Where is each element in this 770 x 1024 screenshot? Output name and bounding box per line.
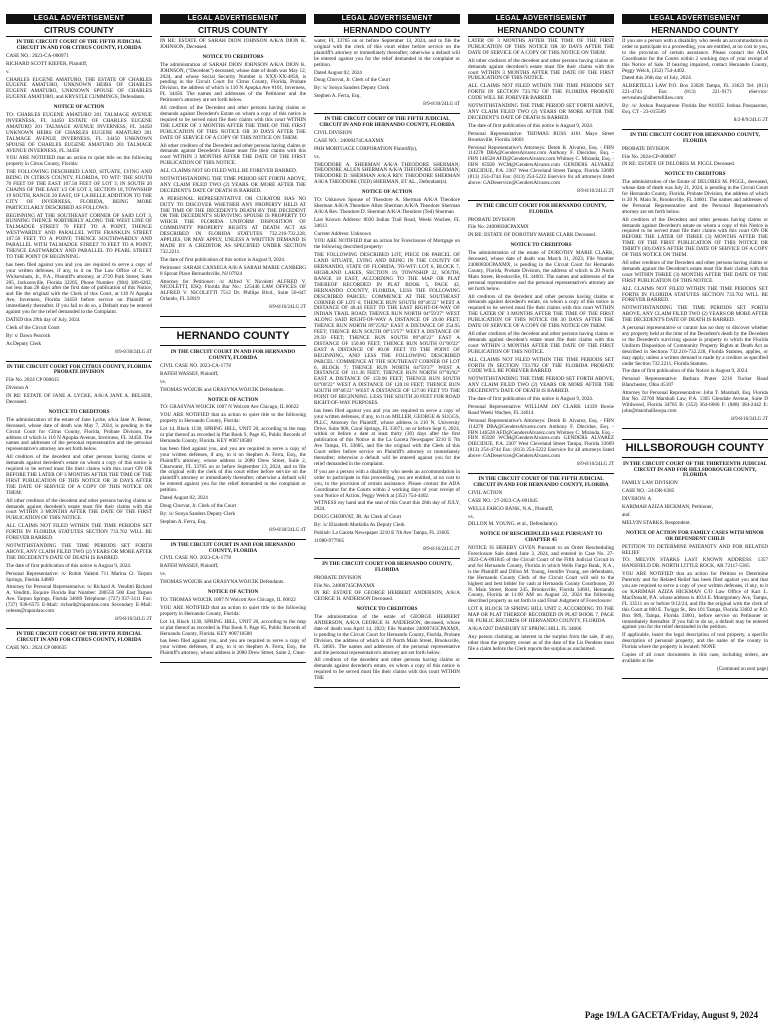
caption-line: All other creditors of the decedent and other persons having claims or demands against decedent's estate must file their claims with this court WITHIN 3 MONTHS AFTER THE DATE OF THE FIRST PUBLICATION OF THIS NOTICE. (468, 57, 614, 82)
court-heading: IN THE CIRCUIT COURT FOR CITRUS COUNTY, FLORIDA PROBATE DIVISION (6, 363, 152, 376)
court-heading: IN THE CIRCUIT COURT IN AND FOR HERNANDO COUNTY, FLORIDA (170, 349, 296, 361)
notice-paragraph: WITNESS my hand and the seal of this Court this 26th day of JULY, 2024. (314, 500, 460, 513)
notice-paragraph: Last Known Address: 8030 Indian Trail Road, Weeki Wachee, FL 34613 (314, 216, 460, 229)
notice-paragraph: YOU ARE NOTIFIED that an action for Foreclosure of Mortgage on the following described property: (314, 238, 460, 251)
divider (160, 662, 306, 663)
caption-line: vs. (468, 513, 474, 520)
notice-paragraph: The date of first publication of this Notice is August 9, 2024. (622, 368, 749, 375)
legal-notice (160, 543, 306, 664)
notice-paragraph: The administration of the estate of Jane Lycke, a/k/a Jane A. Belser, deceased, whose date of death was May 7, 2024, is pending in the Circuit Court for Citrus County, Florida, Probate Division, the address of which is 110 N Apopka Avenue, Inverness, FL 34450. The names and addresses of the personal representative and the personal representative's attorney are set forth below. (6, 416, 152, 453)
notice-paragraph: Current Address: Unknown (314, 230, 372, 237)
notice-paragraph: PETITION TO DETERMINE PATERNITY AND FOR RELATED RELIEF (622, 543, 768, 556)
notice-paragraph: All creditors of the decedent and other persons having claims or demands against decedent's estate, on whom a copy of this notice is required to be served must file their claims with this court WITHIN THE LATER OF 3 MONTHS AFTER THE TIME OF THE FIRST PUBLICATION OF THIS NOTICE OR 30 DAYS AFTER THE DATE OF SERVICE OF A COPY OF THIS NOTICE ON THEM. (468, 293, 614, 330)
caption-line: THEODORE A. SHERMAN A/K/A THEODORE SHERMAN; THEODORE ALLEN SHERMAN A/K/A THEODORE SHERMAN; THEODORE D. SHERMAN A/K/A REV. THEODORE SHERMAN A/K/A THEODORE (TED) SHERMAN, ET AL., Defendant(s). (314, 161, 460, 186)
county-heading: HERNANDO COUNTY (622, 25, 768, 37)
court-heading: IN THE CIRCUIT COURT FOR HERNANDO COUNTY, FLORIDA (322, 560, 452, 573)
notice-paragraph: Clerk of the Circuit Court (6, 324, 60, 331)
notice-paragraph: has been filed against you and you are required to serve a copy of your written defenses, if any, to it on MILLER, GEORGE & SUGGS, PLLC, Attorney for Plaintiff, whose address is 210 N. University Drive, Suite 900, Coral Springs, FL 33071, on or before Sept 6, 2024, within or before a date at least thirty (30) days after the first publication of this Notice in the La Gaceta Newspaper 3210 E 7th Ave Tampa, FL 33605, and file the original with the Clerk of this Court either before service on Plaintiff's attorney or immediately thereafter; otherwise a default will be entered against you for the relief demanded in the complaint. (314, 407, 460, 467)
notice-title: NOTICE TO CREDITORS (356, 606, 418, 613)
notice-paragraph: Stephen A. Ferra, Esq. (160, 518, 207, 525)
caption-line: Stephen A. Ferra, Esq. (314, 93, 361, 100)
caption-line: Division A (6, 385, 29, 392)
notice-paragraph: THE FOLLOWING DESCRIBED LAND, SITUATE, LYING AND BEING IN CITRUS COUNTY, FLORIDA, TO WIT: THE SOUTH 70 FEET OF THE EAST 107.50 FEET OF LOT 3, IN SOUTH 20 CHAINS OF THE EAST 1/2 OF LOT 3, SECTION 18, TOWNSHIP 19 SOUTH, RANGE 20 EAST, OF LA BELLE ADDITION TO THE CITY OF INVERNESS, FLORIDA, BEING MORE PARTICULARLY DESCRIBED AS FOLLOWS: (6, 169, 152, 211)
caption-line: DIVISION: A (622, 496, 652, 503)
caption-line: CIVIL ACTION (468, 489, 503, 496)
caption-line: RICHARD SCOTT KIEFER, Plaintiff, (6, 60, 88, 67)
caption-line: ALBERTELLI LAW P.O. Box 23028 Tampa, FL 33623 Tel: (813) 221-4743 Fax: (813) 221-9171 eService: servealaw@albertellilaw.com (622, 83, 768, 102)
caption-line: File No. 24000745CPAXMX (314, 582, 375, 589)
court-heading: IN THE CIRCUIT COURT OF THE FIFTH JUDICIAL CIRCUIT IN AND FOR CITRUS COUNTY, FLORIDA (16, 630, 142, 643)
caption-line: vs. (160, 378, 166, 385)
notice-paragraph: By: /s/ Sonya Sanders Deputy Clerk (160, 510, 236, 517)
column-4 (468, 14, 614, 1004)
publication-tag: (Continued on next page) (717, 666, 768, 672)
caption-line: ALL CLAIMS NOT FILED WITHIN THE TIME PERIODS SET FORTH IN SECTION 733.702 OF THE FLORIDA PROBATE CODE WILL BE FOREVER BARRED. (468, 83, 614, 102)
divider (160, 539, 306, 540)
caption-line: If you are a person with a disability who needs an accommodation in order to participate in a proceeding, you are entitled, at no cost to you, to the provision of certain assistance. Please contact the ADA Coordinator for the Courts within 2 working days of your receipt of this Notice of Sale. If hearing impaired, contact Hernando County, Peggy Welch, (352) 754-4402. (622, 38, 768, 74)
notice-paragraph: NOTICE IS HEREBY GIVEN Pursuant to an Order Rescheduling Foreclosure Sale dated June 3, 2024, and entered in Case No. 27-2023-CA-001845 of the Circuit Court of the Fifth Judicial Circuit in and for Hernando County, Florida in which Wells Fargo Bank, N.A., is the Plaintiff and Dillon M. Young, Jennifer Young, are defendants, the Hernando County Clerk of the Circuit Court will sell to the highest and best bidder for cash at Hernando County Courthouse, 20 N. Main Street, Room 245, Brooksville, Florida 34601, Hernando County, Florida at 11:00 AM on August 22, 2024 the following described property as set forth in said Final Judgment of Foreclosure: (468, 545, 614, 605)
county-heading: CITRUS COUNTY (6, 25, 152, 37)
caption-line: IN RE: ESTATE OF SARAH DION JOHNSON A/K/A DION K. JOHNSON, Deceased. (160, 38, 306, 50)
legal-notice (468, 477, 614, 659)
caption-line: LATER OF 3 MONTHS AFTER THE TIME OF THE FIRST PUBLICATION OF THIS NOTICE OR 30 DAYS AFTER THE DATE OF SERVICE OF A COPY OF THIS NOTICE ON THEM. (468, 38, 614, 56)
court-heading: IN THE CIRCUIT COURT FOR HERNANDO COUNTY, FLORIDA (630, 131, 760, 144)
court-heading: IN THE CIRCUIT COURT OF THE FIFTH JUDICIAL CIRCUIT IN AND FOR HERNANDO COUNTY, FLORIDA (319, 116, 455, 128)
notice-title: NOTICE OF RESCHEDULED SALE PURSUANT TO CHAPTER 45 (479, 531, 603, 544)
caption-line: CIVIL CASE NO. 2023-CA-1778 (160, 555, 231, 562)
caption-line: THOMAS WOJCIK and GRASYNA WOJCIK Defendants. (160, 579, 285, 586)
notice-paragraph: Petitioner: SARAH CANSEGA A/K/A SARAH MARIE CANBERG 8 Sprout Place Bernardsville, NJ 07924 (160, 264, 306, 277)
caption-line: NOTWITHSTANDING THE TIME PERIOD SET FORTH ABOVE, ANY CLAIM FILED TWO (2) YEARS OR MORE AFTER THE DECEDENT'S DATE OF DEATH IS BARRED. (468, 103, 614, 121)
divider (622, 428, 768, 429)
caption-line: v. (6, 68, 10, 75)
column-5 (622, 14, 768, 1004)
publication-tag: 8/9-8/16/24LG 2T (115, 616, 152, 622)
county-heading: CITRUS COUNTY (160, 25, 306, 37)
divider (468, 200, 614, 201)
notice-paragraph: NOTWITHSTANDING THE TIME PERIODS SET FORTH ABOVE, ANY CLAIM FILED TWO (2) YEARS OR MORE AFTER THE DECEDENT'S DATE OF DEATH IS BARRED. (6, 542, 152, 561)
caption-line: IN RE: ESTATE OF JANE A. LYCKE, A/K/A JANE A. BELSER, Deceased. (6, 393, 152, 406)
notice-paragraph: THE FOLLOWING DESCRIBED LOT, PIECE OR PARCEL OF LAND SITUATE, LYING AND BEING IN THE COUNTY OF HERNANDO, STATE OF FLORIDA, TO-WIT: LOT 6, BLOCK 7, HIGHLAND LAKES, SECTION 19, TOWNSHIP 22, SOUTH, RANGE 18 EAST, ACCORDING TO THE MAP OR PLAT THEREOF RECORDED IN PLAT BOOK 5, PAGE 42, HERNANDO COUNTY, FLORIDA, LESS THE FOLLOWING DESCRIBED PARCEL: COMMENCE AT THE SOUTHEAST CORNER OF LOT 6; THENCE RUN SOUTH 89°46'22" WEST A DISTANCE OF 40.44 FEET TO THE EAST RIGHT-OF-WAY OF INDIAN TRAIL ROAD; THENCE RUN NORTH 04°59'27" WEST ALONG SAID RIGHT-OF-WAY A DISTANCE OF 29.00 FEET; THENCE RUN NORTH 89°25'02" EAST A DISTANCE OF 254.95 FEET; THENCE RUN SOUTH 00°13'57" WEST A DISTANCE OF 29.50 FEET; THENCE RUN SOUTH 89°46'22" EAST A DISTANCE OF 150.00 FEET; THENCE RUN SOUTH 01°00'22" EAST A DISTANCE OF 80.00 FEET TO THE POINT OF BEGINNING, AND LESS THE FOLLOWING DESCRIBED PARCEL: COMMENCE AT THE SOUTHEAST CORNER OF LOT 6, BLOCK 7; THENCE RUN NORTH 04°59'37" WEST A DISTANCE OF 111.36 FEET; THENCE RUN NORTH 87°02'02" EAST A DISTANCE OF 159.96 FEET; THENCE RUN SOUTH 01°00'22" WEST A DISTANCE OF 120.18 FEET; THENCE RUN SOUTH 89°46'22" WEST A DISTANCE OF 127.00 FEET TO THE POINT OF BEGINNING. LESS THE SOUTH 20 FEET FOR ROAD RIGHT-OF-WAY PURPOSES. (314, 252, 460, 406)
notice-paragraph: NOTWITHSTANDING THE TIME PERIOD SET FORTH ABOVE, ANY CLAIM FILED TWO (2) YEARS OR MORE AFTER THE DECEDENT'S DATE OF DEATH IS BARRED. (160, 176, 306, 194)
notice-paragraph: The administration of the estate of DOROTHY MARIE CLARK, deceased, whose date of death was March 31, 2023; File Number 24000830CPAXMX, is pending in the Circuit Court for Hernando County, Florida, Probate Division, the address of which is 20 North Main Street, Brooksville, FL 34601. The names and addresses of the personal representative and the personal representative's attorney are set forth below. (468, 250, 614, 292)
caption-line: CASE NO.: 2023-CA-000971 (6, 52, 69, 59)
publication-tag: 8/9-8/30/24LG 4T (423, 102, 460, 108)
notice-paragraph: The date of first publication of this notice is August 9, 2024. (160, 256, 286, 263)
caption-line: CASE NO.: 27-2023-CA-001845 (468, 497, 538, 504)
legal-notice (6, 40, 152, 362)
notice-title: NOTICE OF ACTION (207, 589, 259, 596)
caption-line: Doug Chorvat, Jr. Clerk of the Court (314, 77, 391, 84)
caption-line: PROBATE DIVISION (314, 574, 362, 581)
column-1 (6, 14, 152, 1004)
notice-paragraph: YOU ARE NOTIFIED that an action for Petition to Determine Paternity and for Related Relief has been filed against you and that you are required to serve a copy of your written defenses, if any, to it on KARIMAH AZIZA HICKMAN C/O Law Office of Kari L. MacDonald, P.A. whose address is 4034 E. Montgomery Ave, Tampa, FL 33511 on or before 9/12/24, and file the original with the clerk of this Court at 800 E. Twiggs St., Rm 101 Tampa, Florida 33602 or P.O. Box 989, Tampa, Florida 33601, before service on Petitioner or immediately thereafter. If you fail to do so, a default may be entered against you for the relief demanded in the petition. (622, 571, 768, 631)
notice-title: NOTICE TO CREDITORS (202, 53, 264, 60)
notice-paragraph: DOUG CHORVAT, JR. As Clerk of Court (314, 514, 402, 521)
notice-paragraph: All creditors of the decedent and other persons having claims or demands against decedent's estate on whom a copy of this notice is required to be served must file their claims with this court ON OR BEFORE THE LATER OF 3 MONTHS AFTER THE TIME OF THE FIRST PUBLICATION OF THIS NOTICE OR 30 DAYS AFTER THE DATE OF SERVICE OF A COPY OF THIS NOTICE ON THEM. (6, 454, 152, 496)
notice-paragraph: ALL CLAIMS NOT SO FILED WILL BE FOREVER BARRED. (160, 168, 298, 175)
notice-paragraph: By: /s/ Elizabeth Markidis As Deputy Clerk (314, 522, 405, 529)
notice-title: NOTICE TO CREDITORS (510, 242, 572, 249)
notice-paragraph: A personal representative or curator has no duty to discover whether any property held at the time of the Decedent's death by the Decedent or the Decedent's surviving spouse is property to which the Florida Uniform Disposition of Community Property Rights at Death Act as described in Sections 732.216-732.228, Florida Statutes, applies, or may apply, unless a written demand is made by a creditor as specified under Section 732.2211, Florida Statutes. (622, 325, 768, 367)
caption-line: CASE NO.: 2024 CP 000635 (6, 644, 67, 651)
notice-paragraph: Lot 14, Block 1130, SPRING HILL, UNIT 20, according to the map or plat thereof as recorded in Plat Book 9, Page 65, Public Records of Hernando County, Florida. KEY #00710500 (160, 426, 306, 444)
county-heading: HERNANDO COUNTY (468, 25, 614, 37)
county-section-heading: HERNANDO COUNTY (160, 327, 306, 346)
notice-paragraph: TO: Unknown Spouse of Theodore A. Sherman A/K/A Theodore Sherman A/K/A Theodore Allen Sherman A/K/A Theodore Sherman A/K/A Rev. Theodore D. Sherman A/K/A Theodore (Ted) Sherman (314, 197, 460, 215)
legal-notice (468, 39, 614, 201)
notice-paragraph: The administration of SARAH DION JOHNSON A/K/A DION K. JOHNSON, ("Decedent") deceased, whose date of death was May 12, 2024, and whose Social Security Number is XXX-XX-4858, is pending in the Circuit Court for Citrus County, Florida, Probate Division, the address of which is 110 N Apopka Ave #101, Inverness, FL 34450. The names and addresses of the Petitioner and the Petitioner's attorney are set forth below. (160, 61, 306, 104)
notice-paragraph: A PERSONAL REPRESENTATIVE OR CURATOR HAS NO DUTY TO DISCOVER WHETHER ANY PROPERTY HELD AT THE TIME OF THE DECEDENT'S DEATH BY THE DECEDENT OR THE DECEDENT'S SURVIVING SPOUSE IS PROPERTY TO WHICH THE FLORIDA UNIFORM DISPOSITION OF COMMUNITY PROPERTY RIGHTS AT DEATH ACT AS DESCRIBED IN FLORIDA STATUTES 732.216-732.228, APPLIES, OR MAY APPLY, UNLESS A WRITTEN DEMAND IS MADE BY A CREDITOR AS SPECIFIED UNDER SECTION 732.2211. (160, 195, 306, 255)
caption-line: File No. 2024 CP 000615 (6, 377, 59, 384)
notice-paragraph: Personal Representative: WILLIAM JAY CLARK 14339 Bowie Road Weeki Wachee, FL 34614 (468, 403, 614, 416)
caption-line: PHH MORTGAGE CORPORATION Plaintiff(s), (314, 145, 418, 152)
caption-line: vs. (160, 571, 166, 578)
caption-line: Personal Representative's Attorneys: Derek B. Alvarez, Esq. - FBN 114278 DBA@GendersAlvarez.com Anthony F. Diecidue, Esq. - FBN 146528 AFD@GendersAlvarez.com Whitney C. Miranda, Esq. - FBN 65928 WCM@GendersAlvarez.com GENDERS ALVAREZ DIECIDUE, P.A. 2307 West Cleveland Street Tampa, Florida 33609 (813) 254-4744 Fax: (813) 254-5222 Eservice for all attorneys listed above: GADeservice@GendersAlvarez.com (468, 144, 614, 186)
county-section-heading: HILLSBOROUGH COUNTY (622, 439, 768, 458)
divider (6, 361, 152, 362)
section-header: LEGAL ADVERTISEMENT (622, 14, 768, 24)
notice-paragraph: TO: MELVIN STARKS LAST KNOWN ADDRESS: 1357 HANSFIELD DR. NORTH LITTLE ROCK, AR 72117-5365 (622, 557, 768, 570)
notice-paragraph: ALL CLAIMS NOT FILED WITHIN THE TIME PERIODS SET FORTH IN SECTION 733.702 OF THE FLORIDA PROBATE CODE WILL BE FOREVER BARRED. (468, 356, 614, 375)
notice-paragraph: Any person claiming an interest in the surplus from the sale, if any, other than the property owner as of the date of the Lis Pendens must file a claim before the Clerk reports the surplus as unclaimed. (468, 633, 614, 652)
divider (6, 657, 152, 658)
caption-line: RAFEH WASSEF, Plaintiff, (160, 563, 219, 570)
county-heading: HERNANDO COUNTY (314, 25, 460, 37)
publication-tag: 8/9-8/30/24LG 4T (115, 349, 152, 355)
notice-paragraph: All other creditors of the decedent and other persons having claims or demands against decedent's estate must file their claims with this court WITHIN 3 MONTHS AFTER THE DATE OF THE FIRST PUBLICATION OF THIS NOTICE. (6, 497, 152, 522)
court-heading: IN THE CIRCUIT COURT IN AND FOR HERNANDO COUNTY, FLORIDA (170, 541, 296, 554)
caption-line: File No. 24000830CPAXMX (468, 224, 529, 231)
notice-paragraph: The date of first publication of this notice is August 9, 2024. (6, 562, 132, 569)
caption-line: KARIMAH AZIZA HICKMAN, Petitioner, (622, 504, 713, 511)
publication-tag: 8/9-8/30/24LG 4T (269, 527, 306, 533)
caption-line: CASE NO.: 24000474CAAXMX (314, 137, 384, 144)
notice-title: NOTICE TO CREDITORS (48, 408, 110, 415)
publication-tag: 8/9-8/16/24LG 2T (269, 305, 306, 311)
notice-paragraph: Personal Representative: /s/ Robin Valenti 711 Marina Ct. Tarpon Springs, Florida 34689 (6, 570, 152, 583)
caption-line: By: /s/ Joshua Pasquarone Florida Bar #41835 Joshua Pasquarone, Esq. CT - 23-015589 (622, 103, 768, 115)
divider (314, 113, 460, 114)
caption-line: and (622, 512, 630, 518)
notice-paragraph: YOU ARE NOTIFIED that an action to quiet title on the following property in Citrus County, Florida: (6, 155, 152, 168)
notice-paragraph: All other creditors of the Decedent and other persons having claims or demands against Decedent's Estate must file their claims with this court WITHIN 3 MONTHS AFTER THE DATE OF THE FIRST PUBLICATION OF THIS NOTICE. (160, 142, 306, 167)
notice-paragraph: The administration of the Estate of DELORES M. PIGGL, deceased, whose date of death was July 21, 2024, is pending in the Circuit Court for Hernando County, Florida, Probate Division, the address of which is 20 N. Main St, Brooksville, FL 34601. The names and addresses of the Personal Representative and the Personal Representative's attorney are set forth below. (622, 179, 768, 215)
legal-notice (468, 204, 614, 474)
caption-line: Dated August 02, 2024 (314, 69, 362, 76)
divider (622, 129, 768, 130)
section-header: LEGAL ADVERTISEMENT (468, 14, 614, 24)
notice-paragraph: LOT 8, BLOCK 59 SPRING HILL UNIT 2, ACCORDING TO THE MAP OR PLAT THEREOF RECORDED IN PLAT BOOK 7, PAGE 68, PUBLIC RECORDS OF HERNANDO COUNTY, FLORIDA (468, 606, 614, 625)
notice-paragraph: All other creditors of the Decedent and other persons having claims or demands against the Decedent's estate must file their claims with this court WITHIN THREE (3) MONTHS AFTER THE DATE OF THE FIRST PUBLICATION OF THIS NOTICE. (622, 260, 768, 284)
notice-title: NOTICE OF ACTION (361, 189, 413, 196)
notice-paragraph: YOU ARE NOTIFIED that an action to quiet title to the following property in Hernando County, Florida: (160, 412, 306, 425)
caption-line: WELLS FARGO BANK, N.A., Plaintiff, (468, 505, 554, 512)
section-header: LEGAL ADVERTISEMENT (314, 14, 460, 24)
legal-notice (622, 462, 768, 679)
caption-line: CIVIL CASE NO. 2023-CA-1778 (160, 362, 231, 369)
notice-title: NOTICE TO CREDITORS (664, 171, 726, 178)
divider (6, 628, 152, 629)
publication-tag: 8/2-8/9/24LG 2T (733, 117, 768, 123)
divider (468, 473, 614, 474)
notice-paragraph: Lot 14, Block 1130, SPRING HILL, UNIT 20, according to the map or plat thereof as recorded in Plat Book 9, Page 65, Public Records of Hernando County, Florida. KEY #00710500 (160, 618, 306, 637)
notice-paragraph: Doug Chorvat, Jr. Clerk of the Court (160, 503, 237, 509)
notice-paragraph: TO: CHARLES EUGENE AMATURO 201 TALMAGE AVENUE INVERNESS, FL 34450 ESTATE OF CHARLES EUGENE AMATURO 201 TALMAGE AVENUE INVERNESS, FL 34450 UNKNOWN HEIRS OF CHARLES EUGENE AMATURO 201 TALMAGE AVENUE INVERNESS, FL 34450 UNKNOWN SPOUSE OF CHARLES EUGENE AMATURO 201 TALMAGE AVENUE INVERNESS, FL 34450 (6, 112, 152, 154)
court-heading: IN THE CIRCUIT COURT FOR HERNANDO COUNTY, FLORIDA (476, 202, 606, 215)
notice-paragraph: has been filed against you, and you are required to serve a copy of your written defenses, if any, to it on Stephen A. Ferra, Esq., the Plaintiff's attorney, whose address is 2080 Drew Street, Suite 2, Clear- (160, 638, 306, 657)
caption-line: MELVIN STARKS, Respondent. (622, 519, 691, 526)
notice-paragraph: has been filed against you and you are required to serve a copy of your written defenses, if any, to it on The Law Office of C. W. Wickersham, Jr., P.A., Plaintiff's attorney, at 2720 Park Street, Suite 205, Jacksonville, Florida 32205, Phone Number: (904) 389-6202, not less than 28 days after the first date of publication of this Notice, and file the original with the Clerk of this Court, at 110 N Apopka Ave, Inverness, Florida 34450 before service on Plaintiff or immediately thereafter. If you fail to do so, a Default may be entered against you for the relief demanded in the Complaint. (6, 261, 152, 316)
notice-paragraph: Personal Representative: Barbara Prater 2216 Tucker Road Blanchester, Ohio 45107 (622, 376, 768, 389)
publication-tag: 8/9-8/16/24LG 2T (577, 188, 614, 194)
notice-paragraph: NOTWITHSTANDING THE TIME PERIODS SET FORTH ABOVE, ANY CLAIM FILED TWO (2) YEARS OR MORE AFTER THE DECEDENT'S DATE OF DEATH IS BARRED. (622, 305, 768, 324)
notice-paragraph: If applicable, insert the legal description of real property, a specific description of personal property, and the name of the county in Florida where the property is located: NONE (622, 632, 768, 651)
caption-line: Personal Representative: THOMAS RUSS 4161 Mayo Street Brooksville, Florida 34601 (468, 130, 614, 143)
legal-notice (314, 562, 460, 688)
notice-paragraph: Copies of all court documents in this case, including orders, are available at the (622, 652, 768, 664)
page-footer: Page 19/LA GACETA/Friday, August 9, 2024 (584, 1010, 758, 1020)
legal-notice (622, 39, 768, 130)
divider (160, 316, 306, 317)
notice-paragraph: All creditors of the Decedent and other persons having claims or demands against Decedent's estate on whom a copy of this Notice is required to be served must file their claims with this court ON OR BEFORE THE LATER OF THREE (3) MONTHS AFTER THE TIME OF THE FIRST PUBLICATION OF THIS NOTICE OR THIRTY (30) DAYS AFTER THE DATE OF SERVICE OF A COPY OF THIS NOTICE ON THEM. (622, 216, 768, 259)
caption-line: Dated this 26th day of July, 2024. (622, 75, 692, 82)
publication-tag: 8/9-8/16/24LG 2T (423, 546, 460, 552)
notice-paragraph: Dated August 02, 2024 (160, 495, 208, 502)
notice-paragraph: NOTWITHSTANDING THE TIME PERIOD SET FORTH ABOVE, ANY CLAIM FILED TWO (2) YEARS OR MORE AFTER THE DECEDENT'S DATE OF DEATH IS BARRED. (468, 376, 614, 395)
caption-line: water, FL 33765 on or before September 13, 2024, and to file the original with the clerk of this court either before service on the plaintiff's attorney or immediately thereafter; otherwise a default will be entered against you for the relief demanded in the complaint or petition. (314, 38, 460, 68)
caption-line: PROBATE DIVISION (622, 145, 670, 152)
caption-line: vs. (314, 153, 320, 160)
legal-notice (6, 632, 152, 658)
notice-paragraph: If you are a person with a disability who needs an accommodation in order to participate in this proceeding, you are entitled, at no cost to you, to the provision of certain assistance. Please contact the ADA Coordinator for the Courts within 2 working days of your receipt of your Notice of Action. Peggy Welch at (352) 754-4402. (314, 468, 460, 499)
divider (622, 678, 768, 679)
notice-paragraph: ALL CLAIMS NOT FILED WITHIN THE TIME PERIODS SET FORTH IN FLORIDA STATUTES SECTION 733.702 WILL BE FOREVER BARRED. (6, 523, 152, 542)
legal-notice (622, 133, 768, 429)
court-heading: IN THE CIRCUIT COURT OF THE FIFTH JUDICIAL CIRCUIT IN AND FOR CITRUS COUNTY, FLORIDA (16, 39, 142, 51)
section-header: LEGAL ADVERTISEMENT (160, 14, 306, 24)
notice-paragraph: TO: GRASYNA WOJCIK 1007 N Wolcott Ave Chicago, IL 60622 (160, 404, 299, 411)
notice-paragraph: Publish: La Gaceta Newspaper 3210 E 7th Ave Tampa, FL 33605 (314, 530, 450, 537)
notice-paragraph: By: s/ Dawn Peacock (6, 332, 51, 339)
notice-paragraph: All creditors of the Decedent and other persons having claims or demands against Decedent's Estate on whom a copy of this notice is required to be served must file their claims with this court WITHIN THE LATER OF 3 MONTHS AFTER THE TIME OF THE FIRST PUBLICATION OF THIS NOTICE OR 30 DAYS AFTER THE DATE OF SERVICE OF A COPY OF THIS NOTICE ON THEM. (160, 105, 306, 141)
legal-notice (6, 365, 152, 629)
notice-paragraph: All creditors of the decedent and other persons having claims or demands against decedent's estate, on whom a copy of this notice is required to be served must file their claims with this court WITHIN THE (314, 657, 460, 682)
caption-line: IN RE: ESTATE OF DOROTHY MARIE CLARK Deceased. (468, 232, 597, 239)
divider (314, 558, 460, 559)
caption-line: CIVIL DIVISION (314, 129, 352, 136)
caption-line: By: /s/ Sonya Sanders Deputy Clerk (314, 85, 390, 92)
divider (314, 687, 460, 688)
publication-tag: 8/9-8/16/24LG 2T (577, 462, 614, 468)
court-heading: IN THE CIRCUIT COURT OF THE THIRTEENTH JUDICIAL CIRCUIT IN AND FOR HILLSBOROUGH COUNTY, FLORIDA (622, 460, 768, 479)
notice-paragraph: The administration of the estate of GEORGE HERBERT ANDERSON, A/K/A GEORGE H. ANDERSON, deceased, whose date of death was April 14, 2023; File Number 24000745CPAXMX, is pending in the Circuit Court for Hernando County, Florida, Probate Division, the address of which is 20 North Main Street, Brooksville, FL 34601. The names and addresses of the personal representative and the personal representative's attorney are set forth below. (314, 614, 460, 656)
notice-title: NOTICE OF ACTION FOR FAMILY CASES WITH MINOR OR DEPENDENT CHILD (626, 529, 764, 542)
divider (468, 658, 614, 659)
notice-paragraph: has been filed against you, and you are required to serve a copy of your written defenses, if any, to it on Stephen A. Ferra, Esq., the Plaintiff's attorney, whose address is 2080 Drew Street, Suite 2, Clearwater, FL 33765 on or before September 13, 2024, and to file the original with the clerk of this court either before service on the plaintiff's attorney or immediately thereafter; otherwise a default will be entered against you for the relief demanded in the complaint or petition. (160, 445, 306, 494)
notice-paragraph: A/K/A 6267 DANBURY ST SPRING HILL FL 34606 (468, 625, 582, 632)
notice-paragraph: All other creditors of the decedent and other persons having claims or demands against decedent's estate must file their claims with this court WITHIN 3 MONTHS AFTER THE DATE OF THE FIRST PUBLICATION OF THIS NOTICE. (468, 330, 614, 355)
caption-line: The date of first publication of this notice is August 9, 2024. (468, 122, 594, 129)
legal-notice (314, 117, 460, 559)
notice-paragraph: BEGINNING AT THE SOUTHEAST CORNER OF SAID LOT 3, RUNNING THENCE NORTHERLY ALONG THE WEST LINE OF TALMADGE STREET 70 FEET TO A POINT, THENCE WESTWARDLY AND PARALLEL WITH FRANKLIN STREET 107.50 FEET TO A POINT; THENCE SOUTHWARDLY AND PARALLEL WITH TALMADGE STREET 70 FEET TO A POINT; THENCE EASTWARDLY AND PARALLEL TO PEARL STREET TO THE POINT OF BEGINNING. (6, 212, 152, 260)
notice-paragraph: Attorney for Petitioner: /s/ Alfred V. Nicoletti ALFRED V. NICOLETTI, ESQ. Florida Bar No.: 125446 LAW OFFICES OF ALFRED V. NICOLETTI 7512 Dr. Phillips Blvd., Suite 50-647 Orlando, FL 32819 (160, 278, 306, 303)
column-3 (314, 14, 460, 1004)
court-heading: IN THE CIRCUIT COURT OF THE FIFTH JUDICIAL CIRCUIT IN AND FOR HERNANDO COUNTY, FLORIDA (473, 476, 609, 488)
legal-notice (160, 39, 306, 317)
caption-line: IN RE: ESTATE OF GEORGE HERBERT ANDERSON, A/K/A GEORGE H. ANDERSON Deceased. (314, 590, 460, 603)
notice-paragraph: Personal Representative's Attorneys: Derek B. Alvarez, Esq. - FBN 114278 DBA@GendersAlvarez.com Anthony F. Diecidue, Esq. - FBN 146528 AFD@GendersAlvarez.com Whitney C. Miranda, Esq. - FBN 65928 WCM@GendersAlvarez.com GENDERS ALVAREZ DIECIDUE, P.A. 2307 West Cleveland Street Tampa, Florida 33609 (813) 254-4744 Fax: (813) 254-5222 Eservice for all attorneys listed above: GADeservice@GendersAlvarez.com (468, 417, 614, 460)
column-2 (160, 14, 306, 1004)
notice-paragraph: TO: THOMAS WOJCIK 1007 N Wolcott Ave Chicago, IL 60622 (160, 596, 296, 603)
notice-paragraph: ALL CLAIMS NOT FILED WITHIN THE TIME PERIODS SET FORTH IN FLORIDA STATUTES SECTION 733.702 WILL BE FOREVER BARRED. (622, 285, 768, 304)
notice-paragraph: Attorney for Personal Representative: /s/ Richard A. Venditti Richard A. Venditti, Esquire Florida Bar Number: 280550 500 East Tarpon Ave. Tarpon Springs, Florida 34689 Telephone: (727) 937-3111 Fax: (727) 938-6575 E-Mail: richard@raponlaw.com Secondary E-Mail: celeste@raponlaw.com (6, 584, 152, 615)
caption-line: File No. 2024-CP-000807 (622, 153, 677, 160)
section-header: LEGAL ADVERTISEMENT (6, 14, 152, 24)
publication-tag: 8/9-8/16/24LG 2T (731, 416, 768, 422)
caption-line: DILLON M. YOUNG, et al., Defendant(s). (468, 521, 558, 528)
caption-line: FAMILY LAW DIVISION (622, 480, 678, 487)
notice-paragraph: Attorney for Personal Representative: John T. Marshall, Esq. Florida Bar No. 22760 Marshall Law, P.A. 1305 Glendale Avenue, Suite D Wildwood, Florida 34785 B: (352) 364-6666 F: (888) 384-2442 E: john@marshalllawpa.com (622, 390, 768, 414)
notice-title: NOTICE OF ACTION (53, 104, 105, 111)
legal-notice (160, 350, 306, 540)
legal-notice (314, 39, 460, 114)
caption-line: THOMAS WOJCIK and GRASYNA WOJCIK Defendants. (160, 386, 285, 393)
notice-paragraph: As Deputy Clerk (6, 340, 42, 347)
notice-title: NOTICE OF ACTION (207, 396, 259, 403)
caption-line: RAFEH WASSEF, Plaintiff, (160, 370, 219, 377)
notice-paragraph: 11080-977965 (314, 537, 345, 544)
caption-line: PROBATE DIVISION (468, 216, 516, 223)
notice-paragraph: The date of first publication of this notice is August 9, 2024. (468, 396, 594, 403)
caption-line: IN RE: ESTATE OF DELORES M. PIGGL Deceased. (622, 161, 736, 168)
notice-paragraph: DATED this 29th day of July, 2024. (6, 316, 81, 323)
notice-paragraph: YOU ARE NOTIFIED that an action to quiet title to the following property in Hernando County, Florida: (160, 604, 306, 617)
caption-line: CASE NO.: 24-DR-6385 (622, 488, 675, 495)
caption-line: CHARLES EUGENE AMATURO, THE ESTATE OF CHARLES EUGENE AMATURO, UNKNOWN HEIRS OF CHARLES EUGENE AMATURO, UNKNOWN SPOUSE OF CHARLES EUGENE AMATURO, and KRYSTLE CUMMINGS, Defendants. (6, 76, 152, 101)
